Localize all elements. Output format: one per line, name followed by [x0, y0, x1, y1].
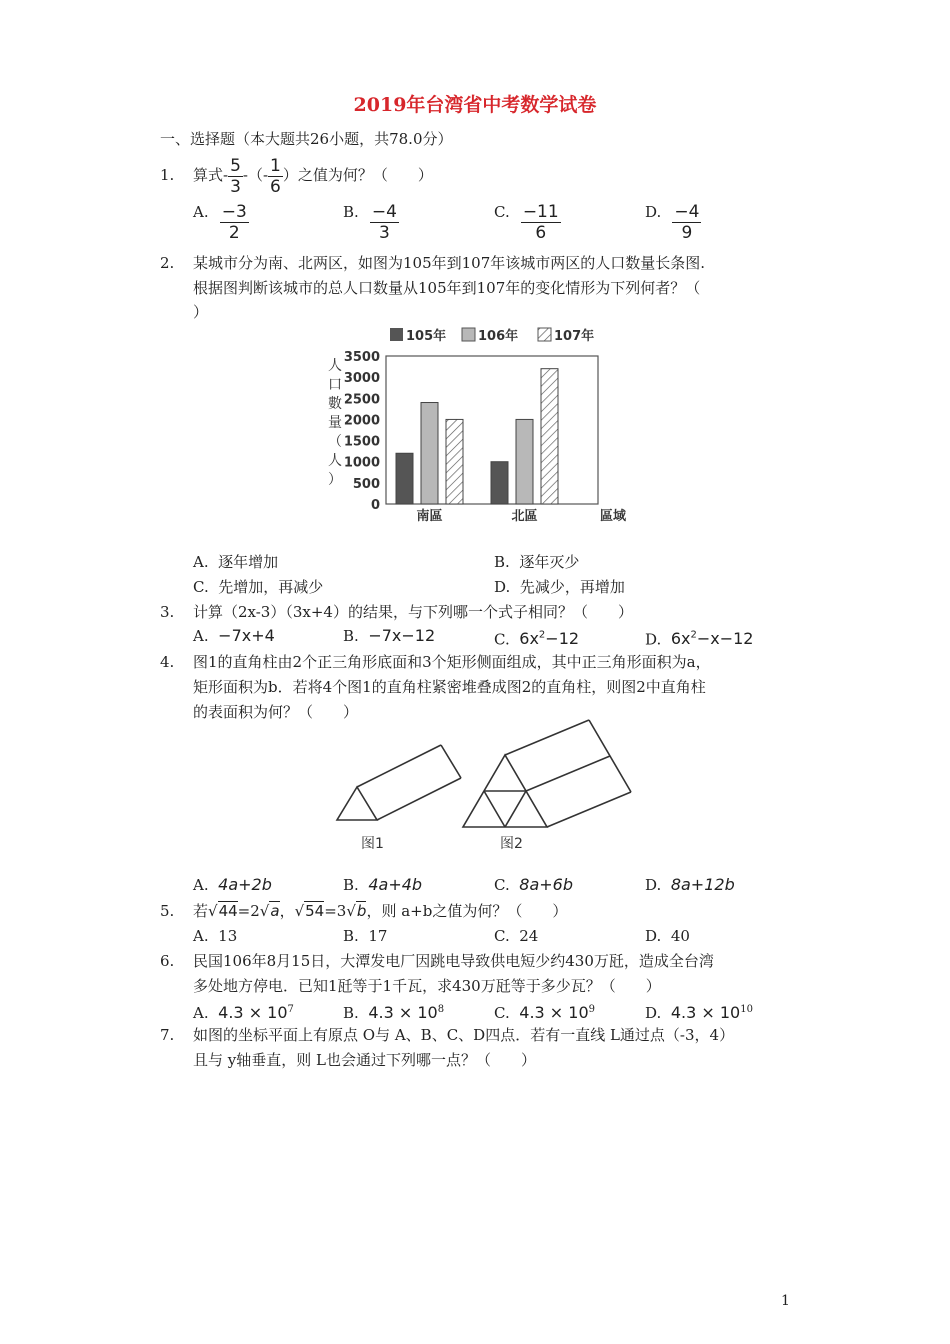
prism-figures: [325, 715, 665, 860]
bar-105年-北區: [491, 462, 508, 504]
q4-line-3: 的表面积为何？（ ）: [193, 703, 359, 721]
bar-107年-北區: [541, 369, 558, 504]
q3-option-d[interactable]: D. $6x^2-x-12$: [645, 629, 754, 649]
q7-number: 7.: [160, 1026, 175, 1044]
q7-line-1: 如图的坐标平面上有原点 O与 A、B、C、D四点．若有一直线 L通过点（-3，4）: [193, 1026, 735, 1044]
q2-line-2: 根据图判断该城市的总人口数量从105年到107年的变化情形为下列何者？（: [193, 279, 701, 297]
q2-line-3: ）: [193, 303, 209, 321]
q5-radicand-54: 54: [305, 902, 325, 920]
y-tick-label: 0: [370, 498, 380, 513]
q2-option-a[interactable]: A. 逐年增加: [193, 553, 279, 571]
q5-radicand-44: 44: [218, 902, 238, 920]
q3-stem: 计算（2x-3）（3x+4）的结果，与下列哪一个式子相同？（ ）: [193, 603, 633, 621]
q6-line-2: 多处地方停电．已知1瓩等于1千瓦，求430万瓩等于多少瓦？（ ）: [193, 977, 661, 995]
q6-option-c[interactable]: C. $4.3 \times 10^9$: [494, 1003, 596, 1022]
q5-option-c[interactable]: C. 24: [494, 927, 539, 945]
q2-option-d[interactable]: D. 先减少，再增加: [494, 578, 625, 596]
legend-label-106: 106年: [478, 329, 519, 344]
q1-post: ）之值为何？（ ）: [282, 166, 433, 184]
q4-option-c[interactable]: C. 8a+6b: [494, 875, 573, 894]
q1-option-c[interactable]: C. $\frac{-11}{6}$: [494, 202, 559, 243]
page-title: 2019年台湾省中考数学试卷: [353, 94, 597, 116]
q7-line-2: 且与 y轴垂直，则 L也会通过下列哪一点？（ ）: [193, 1051, 536, 1069]
q1-option-d[interactable]: D. $\frac{-4}{9}$: [645, 202, 700, 243]
legend-label-105: 105年: [406, 329, 447, 344]
q2-number: 2.: [160, 254, 175, 272]
q4-option-b[interactable]: B. 4a+4b: [343, 875, 423, 894]
q6-option-b[interactable]: B. $4.3 \times 10^8$: [343, 1003, 445, 1022]
q6-number: 6.: [160, 952, 175, 970]
q2-option-b[interactable]: B. 逐年灭少: [494, 553, 580, 571]
page-number: 1: [781, 1293, 790, 1309]
y-tick-label: 500: [352, 476, 380, 492]
q1-stem: [193, 150, 433, 200]
legend-swatch-107: [538, 328, 551, 341]
q1-option-b[interactable]: B. $\frac{-4}{3}$: [343, 202, 397, 243]
q1-frac-1: $\frac{5}{3}$: [230, 155, 241, 197]
q1-option-a[interactable]: A. $\frac{-3}{2}$: [193, 202, 247, 243]
figure-2-caption: 图2: [500, 836, 523, 852]
q5-radicand-b: b: [356, 902, 367, 920]
q6-option-d[interactable]: D. $4.3 \times 10^{10}$: [645, 1003, 753, 1022]
legend-swatch-106: [462, 328, 475, 341]
bar-105年-南區: [396, 453, 413, 504]
y-tick-label: 3000: [343, 371, 380, 387]
q1-frac-2: $\frac{1}{6}$: [270, 155, 281, 197]
y-tick-label: 3500: [343, 350, 380, 365]
q5-stem: 若√44=2√a，√54=3√b，则 a+b之值为何？（ ）: [193, 902, 568, 920]
y-tick-label: 2000: [343, 413, 380, 429]
q5-option-d[interactable]: D. 40: [645, 927, 690, 945]
figure-2-prism: [463, 720, 631, 827]
section-heading: 一、选择题（本大题共26小题，共78.0分）: [160, 130, 453, 148]
q3-option-a[interactable]: A. −7x+4: [193, 626, 275, 645]
q5-option-a[interactable]: A. 13: [193, 927, 238, 945]
legend-swatch-105: [390, 328, 403, 341]
x-axis-label: 區域: [600, 509, 627, 524]
figure-1-caption: 图1: [361, 836, 384, 852]
q1-number: 1.: [160, 166, 175, 184]
q5-radicand-a: a: [270, 902, 280, 920]
bar-107年-南區: [446, 419, 463, 504]
q1-mid: -（-: [242, 166, 269, 184]
y-tick-label: 1500: [343, 434, 380, 450]
q4-number: 4.: [160, 653, 175, 671]
q6-line-1: 民国106年8月15日，大潭发电厂因跳电导致供电短少约430万瓩，造成全台湾: [193, 952, 714, 970]
legend-label-107: 107年: [554, 329, 595, 344]
q6-option-a[interactable]: A. $4.3 \times 10^7$: [193, 1003, 294, 1022]
x-category-label: 南區: [416, 509, 443, 524]
q3-option-b[interactable]: B. −7x−12: [343, 626, 436, 645]
y-axis-label: 人口數量（人）: [328, 358, 342, 488]
q3-number: 3.: [160, 603, 175, 621]
x-category-label: 北區: [511, 509, 538, 524]
q5-number: 5.: [160, 902, 175, 920]
q4-option-d[interactable]: D. 8a+12b: [645, 875, 735, 894]
figure-1-prism: [337, 745, 461, 820]
q4-line-2: 矩形面积为b．若将4个图1的直角柱紧密堆叠成图2的直角柱，则图2中直角柱: [193, 678, 706, 696]
q1-pre: 算式-: [193, 166, 229, 184]
q3-option-c[interactable]: C. $6x^2-12$: [494, 629, 580, 649]
bar-106年-北區: [516, 419, 533, 504]
q4-option-a[interactable]: A. 4a+2b: [193, 875, 272, 894]
population-bar-chart: [310, 320, 650, 530]
q2-option-c[interactable]: C. 先增加，再减少: [193, 578, 324, 596]
y-tick-label: 2500: [343, 392, 380, 408]
q4-line-1: 图1的直角柱由2个正三角形底面和3个矩形侧面组成，其中正三角形面积为a，: [193, 653, 711, 671]
y-tick-label: 1000: [343, 455, 380, 471]
q5-option-b[interactable]: B. 17: [343, 927, 388, 945]
bar-106年-南區: [421, 403, 438, 504]
q2-line-1: 某城市分为南、北两区，如图为105年到107年该城市两区的人口数量长条图.: [193, 254, 706, 272]
